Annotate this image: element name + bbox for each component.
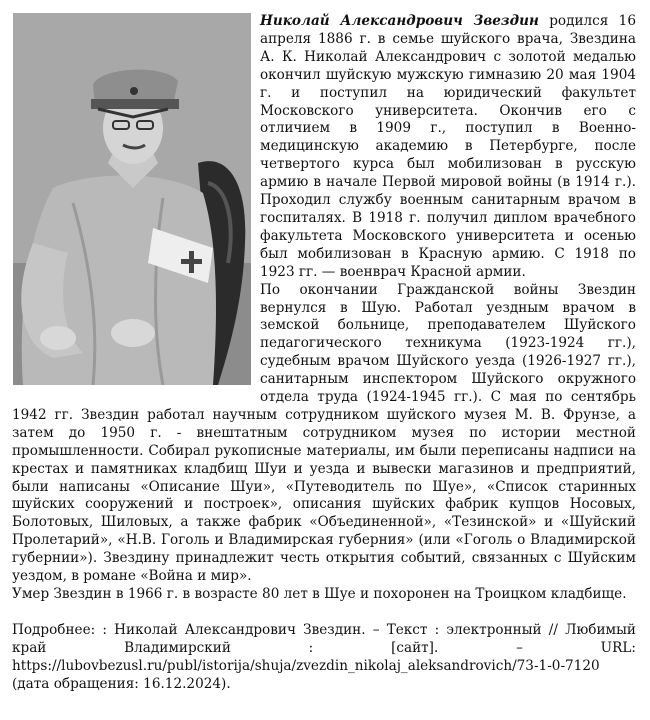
source-citation: Подробнее: : Николай Александрович Звездин. – Текст : электронный // Любимый край Владимирский : [сайт]. – URL: https://lubovbezusl.ru/publ/istorija/shuja/zvezdin_nikolaj_aleksandrovich/73-1-0-7120 (дата обращения: 16.12.2024). — [12, 621, 636, 692]
paragraph-death: Умер Звездин в 1966 г. в возрасте 80 лет в Шуе и похоронен на Троицком кладбище. — [12, 586, 627, 602]
photo-spacer — [12, 13, 260, 391]
paragraph-biography-text: родился 16 апреля 1886 г. в семье шуйского врача, Звездина А. К. Николай Александрович с золотой медалью окончил шуйскую мужскую гимназию 20 мая 1904 г. и поступил на юридический факультет Московского университета. Окончив его с отличием в 1909 г., поступил в Военно-медицинскую академию в Петербурге, после четвертого курса был мобилизован в русскую армию в начале Первой мировой войны (в 1914 г.). Проходил службу военным санитарным врачом в госпиталях. В 1918 г. получил диплом врачебного факультета Московского университета и осенью был мобилизован в Красную армию. С 1918 по 1923 гг. — военврач Красной армии. — [260, 13, 636, 280]
person-name: Николай Александрович Звездин — [260, 13, 539, 29]
article-body — [12, 13, 636, 694]
paragraph-career: По окончании Гражданской войны Звездин вернулся в Шую. Работал уездным врачом в земской больнице, преподавателем Шуйского педагогического техникума (1923-1924 гг.), судебным врачом Шуйского уезда (1926-1927 гг.), санитарным инспектором Шуйского окружного отдела труда (1924-1945 гг.). С мая по сентябрь 1942 гг. Звездин работал научным сотрудником шуйского музея М. В. Фрунзе, а затем до 1950 г. - внештатным сотрудником музея по истории местной промышленности. Собирал рукописные материалы, им были переписаны надписи на крестах и памятниках кладбищ Шуи и уезда и вывески магазинов и предприятий, были написаны «Описание Шуи», «Путеводитель по Шуе», «Список старинных шуйских сооружений и построек», описания шуйских фабрик купцов Носовых, Болотовых, Шиловых, а также фабрик «Объединенной», «Тезинской» и «Шуйский Пролетарий», «Н.В. Гоголь и Владимирская губерния» (или «Гоголь о Владимирской губернии»). Звездину принадлежит честь открытия событий, связанных с Шуйским уездом, в романе «Война и мир». — [12, 281, 636, 585]
